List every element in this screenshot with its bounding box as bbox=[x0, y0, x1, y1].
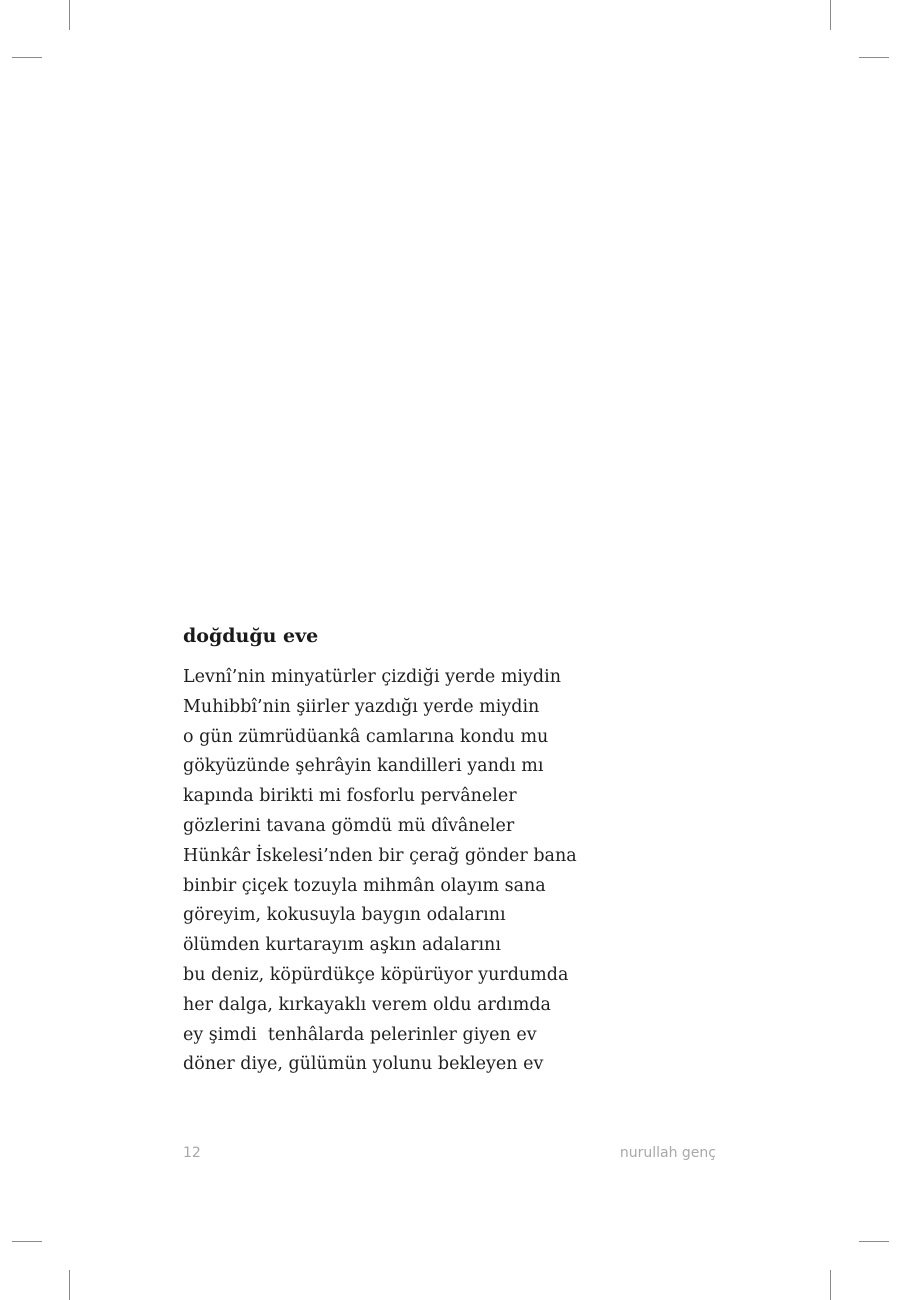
poem-body bbox=[183, 663, 577, 1080]
crop-mark-top-left bbox=[69, 0, 70, 30]
running-footer-author: nurullah genç bbox=[619, 1145, 716, 1161]
poem-line: bu deniz, köpürdükçe köpürüyor yurdumda bbox=[183, 964, 569, 985]
crop-mark-right-bottom bbox=[859, 1241, 889, 1242]
crop-mark-top-right bbox=[830, 0, 831, 30]
crop-mark-bottom-right bbox=[830, 1270, 831, 1300]
poem-line: gökyüzünde şehrâyin kandilleri yandı mı bbox=[183, 756, 544, 777]
poem-line: binbir çiçek tozuyla mihmân olayım sana bbox=[183, 875, 546, 896]
poem-line: kapında birikti mi fosforlu pervâneler bbox=[183, 786, 517, 807]
poem-title: doğduğu eve bbox=[183, 625, 319, 647]
poem-line: Muhibbî’nin şiirler yazdığı yerde miydin bbox=[183, 696, 540, 717]
page-number: 12 bbox=[183, 1145, 201, 1161]
poem-line: döner diye, gülümün yolunu bekleyen ev bbox=[183, 1054, 544, 1075]
poem-line: ey şimdi tenhâlarda pelerinler giyen ev bbox=[183, 1024, 537, 1045]
crop-mark-left-top bbox=[12, 57, 42, 58]
crop-mark-left-bottom bbox=[12, 1241, 42, 1242]
poem-line: Levnî’nin minyatürler çizdiği yerde miydin bbox=[183, 667, 561, 687]
poem-line: ölümden kurtarayım aşkın adalarını bbox=[183, 935, 501, 956]
crop-mark-bottom-left bbox=[69, 1270, 70, 1300]
poem-line: göreyim, kokusuyla baygın odalarını bbox=[183, 905, 506, 926]
crop-mark-right-top bbox=[859, 57, 889, 58]
poem-line: her dalga, kırkayaklı verem oldu ardımda bbox=[183, 994, 551, 1015]
poem-line: Hünkâr İskelesi’nden bir çerağ gönder bana bbox=[183, 845, 577, 866]
poem-line: o gün zümrüdüankâ camlarına kondu mu bbox=[183, 726, 549, 747]
poem-line: gözlerini tavana gömdü mü dîvâneler bbox=[183, 815, 515, 836]
